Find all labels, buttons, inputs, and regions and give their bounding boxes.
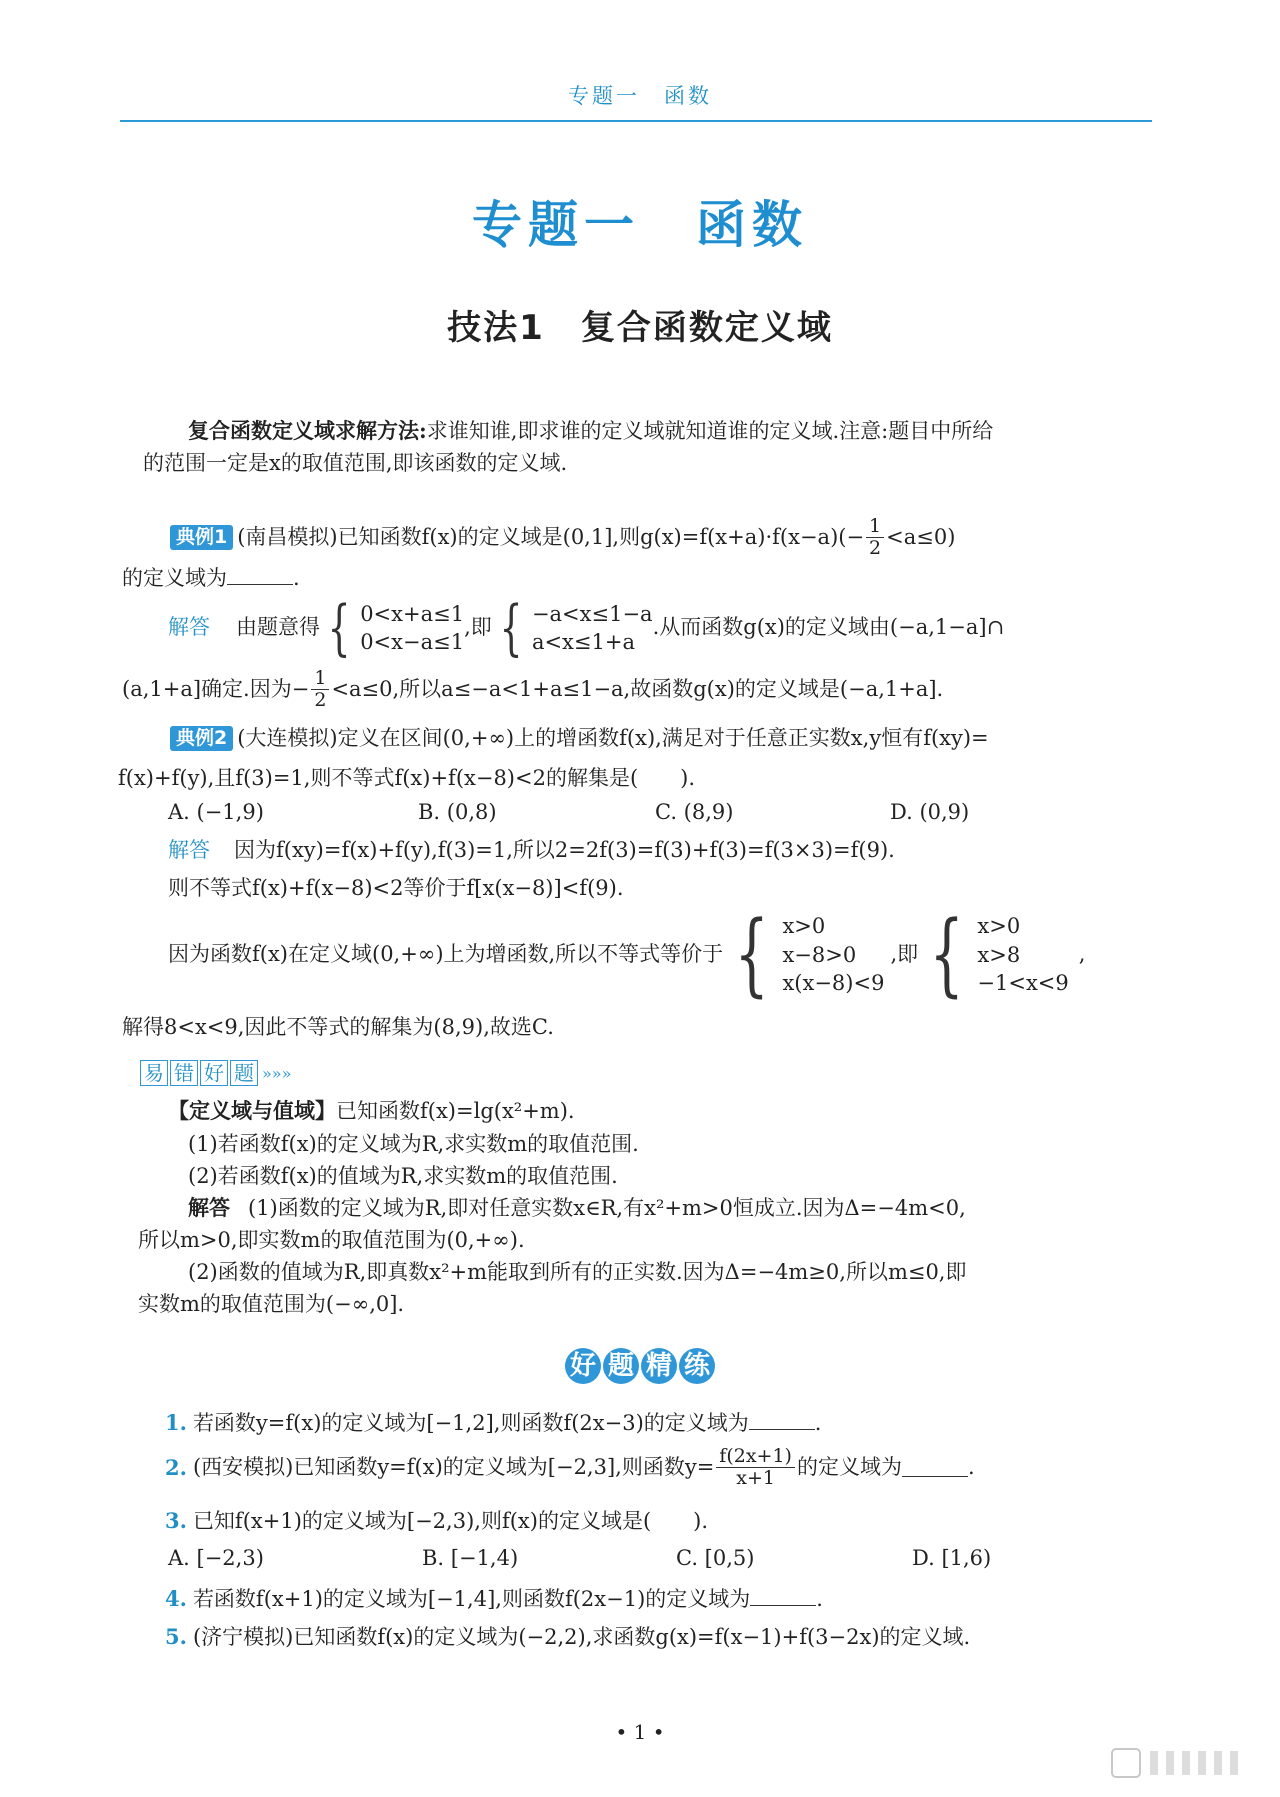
- ex2-system-2: { x>0 x>8 −1<x<9: [929, 902, 1069, 1007]
- mistake-solution-line-2: 所以m>0,即实数m的取值范围为(0,+∞).: [138, 1228, 525, 1252]
- practice-item-3: [165, 1508, 708, 1534]
- ex1-sol-b: ,即: [464, 615, 492, 640]
- practice-text: 的定义域为: [796, 1454, 902, 1479]
- practice-frac-num: f(2x+1): [716, 1446, 795, 1468]
- practice-3-choice-b: B. [−1,4): [422, 1546, 519, 1570]
- practice-item-2: [165, 1446, 975, 1489]
- mistake-label-char: 易: [140, 1060, 168, 1086]
- ex1-solution-line-2: [122, 668, 943, 711]
- mistake-solution-line-4: 实数m的取值范围为(−∞,0].: [138, 1292, 405, 1316]
- ex1-period: .: [293, 566, 300, 590]
- practice-number: 3.: [165, 1508, 187, 1533]
- ex1-text-b: <a≤0): [886, 524, 956, 549]
- ex1-sol2-frac-num: 1: [311, 668, 329, 690]
- ex1-sys1-row: 0<x−a≤1: [360, 630, 465, 654]
- ex2-question-line-2: f(x)+f(y),且f(3)=1,则不等式f(x)+f(x−8)<2的解集是( ).: [118, 766, 696, 790]
- mistake-question-label: 【定义域与值域】: [168, 1098, 336, 1123]
- mistake-solution-label: 解答: [188, 1196, 230, 1220]
- practice-text: (济宁模拟)已知函数f(x)的定义域为(−2,2),求函数g(x)=f(x−1)+f(3−2x)的定义域.: [192, 1625, 971, 1649]
- ex2-sys1-row: x(x−8)<9: [782, 971, 885, 996]
- ex2-tag: 典例2: [170, 726, 233, 751]
- practice-item-5: [165, 1624, 970, 1650]
- ex2-solution-line-3: [168, 902, 1086, 1007]
- ex2-choice-a: A. (−1,9): [168, 800, 264, 824]
- practice-3-choice-a: A. [−2,3): [168, 1546, 264, 1570]
- ex2-system-1: { x>0 x−8>0 x(x−8)<9: [734, 902, 885, 1007]
- practice-item-1: [165, 1410, 821, 1436]
- mistake-subquestion-1: (1)若函数f(x)的定义域为R,求实数m的取值范围.: [188, 1132, 639, 1156]
- mistake-label: [140, 1060, 291, 1086]
- ex1-sol-c: .从而函数g(x)的定义域由(−a,1−a]∩: [652, 615, 1005, 640]
- ex1-sol2-frac-den: 2: [314, 688, 327, 711]
- practice-number: 2.: [165, 1454, 187, 1480]
- ex2-solution-label: 解答: [168, 838, 210, 862]
- ex1-system-1: { 0<x+a≤1 0<x−a≤1: [327, 593, 465, 663]
- section-title: 技法1 复合函数定义域: [447, 308, 833, 348]
- practice-text: (西安模拟)已知函数y=f(x)的定义域为[−2,3],则函数y=: [192, 1454, 715, 1479]
- ex1-sol-a: 由题意得: [236, 615, 320, 640]
- ex1-tag: 典例1: [170, 525, 233, 550]
- practice-answer-blank: [902, 1458, 968, 1477]
- ex1-sol2-fraction: [311, 668, 329, 711]
- ex1-text-a: (南昌模拟)已知函数f(x)的定义域是(0,1],则g(x)=f(x+a)·f(x−a)(−: [237, 524, 865, 549]
- practice-number: 1.: [165, 1410, 187, 1435]
- practice-label-char: 题: [603, 1348, 639, 1384]
- ex2-solution-line-2: 则不等式f(x)+f(x−8)<2等价于f[x(x−8)]<f(9).: [168, 876, 624, 900]
- ex2-choice-d: D. (0,9): [890, 800, 970, 824]
- ex2-sys1-row: x>0: [782, 914, 826, 939]
- ex2-sys1-row: x−8>0: [782, 942, 857, 967]
- practice-frac-den: x+1: [736, 1466, 775, 1489]
- mistake-solution-line-3: (2)函数的值域为R,即真数x²+m能取到所有的正实数.因为Δ=−4m≥0,所以m≤0,即: [188, 1260, 967, 1284]
- practice-label-char: 精: [641, 1348, 677, 1384]
- ex2-choice-c: C. (8,9): [655, 800, 734, 824]
- ex1-sol2-a: (a,1+a]确定.因为−: [122, 676, 310, 701]
- mistake-solution-line-1: [188, 1196, 966, 1221]
- ex2-sol-1: 因为f(xy)=f(x)+f(y),f(3)=1,所以2=2f(3)=f(3)+f(3)=f(3×3)=f(9).: [234, 838, 895, 862]
- practice-text: 已知f(x+1)的定义域为[−2,3),则f(x)的定义域是( ).: [192, 1509, 709, 1533]
- ex1-frac-den: 2: [869, 536, 882, 559]
- ex1-fraction: [866, 516, 884, 559]
- mistake-label-char: 错: [170, 1060, 198, 1086]
- practice-item-4: [165, 1586, 823, 1612]
- ex1-sys2-row: −a<x≤1−a: [531, 601, 653, 626]
- ex2-sol3-a: 因为函数f(x)在定义域(0,+∞)上为增函数,所以不等式等价于: [168, 942, 724, 967]
- mistake-question: [168, 1098, 575, 1124]
- practice-number: 4.: [165, 1586, 187, 1611]
- ex1-frac-num: 1: [866, 516, 884, 538]
- practice-3-choice-d: D. [1,6): [912, 1546, 992, 1570]
- practice-answer-blank: [749, 1411, 815, 1430]
- ex1-sys1-row: 0<x+a≤1: [360, 601, 465, 626]
- practice-period: .: [816, 1587, 823, 1611]
- chapter-title: 专题一 函数: [472, 196, 808, 254]
- ex1-system-2: { −a<x≤1−a a<x≤1+a: [499, 593, 653, 663]
- ex2-solution-line-1: [168, 838, 895, 863]
- page-number: • 1 •: [615, 1720, 665, 1744]
- practice-label-char: 好: [565, 1348, 601, 1384]
- practice-text: 若函数f(x+1)的定义域为[−1,4],则函数f(2x−1)的定义域为: [192, 1587, 751, 1611]
- intro-label: 复合函数定义域求解方法:: [188, 418, 427, 443]
- ex2-choice-b: B. (0,8): [418, 800, 497, 824]
- mistake-label-char: 好: [200, 1060, 228, 1086]
- ex1-answer-blank: [227, 566, 293, 585]
- ex1-solution-label: 解答: [168, 615, 210, 640]
- practice-number: 5.: [165, 1624, 187, 1649]
- ex1-text-c: 的定义域为: [122, 566, 227, 590]
- practice-label: [0, 1348, 1280, 1384]
- mistake-subquestion-2: (2)若函数f(x)的值域为R,求实数m的取值范围.: [188, 1164, 618, 1188]
- intro-line-2: 的范围一定是x的取值范围,即该函数的定义域.: [143, 451, 568, 475]
- practice-period: .: [814, 1411, 822, 1435]
- ex1-sys2-row: a<x≤1+a: [531, 630, 635, 654]
- ex2-sys2-row: x>0: [977, 914, 1021, 939]
- header-rule: [120, 120, 1152, 122]
- practice-text: 若函数y=f(x)的定义域为[−1,2],则函数f(2x−3)的定义域为: [192, 1411, 749, 1435]
- ex1-solution-line-1: [168, 593, 1005, 663]
- practice-3-choice-c: C. [0,5): [676, 1546, 755, 1570]
- ex1-question-line-1: [170, 516, 955, 559]
- mistake-label-char: 题: [230, 1060, 258, 1086]
- chevrons-icon: »»»: [262, 1063, 292, 1083]
- corner-bars-icon: [1110, 1745, 1250, 1781]
- ex2-sol3-c: ,: [1078, 942, 1086, 967]
- ex2-sys2-row: x>8: [977, 942, 1021, 967]
- ex2-solution-line-4: 解得8<x<9,因此不等式的解集为(8,9),故选C.: [122, 1015, 554, 1039]
- practice-label-char: 练: [679, 1348, 715, 1384]
- intro-text-1: 求谁知谁,即求谁的定义域就知道谁的定义域.注意:题目中所给: [426, 419, 994, 443]
- mistake-sol-1: (1)函数的定义域为R,即对任意实数x∈R,有x²+m>0恒成立.因为Δ=−4m<0,: [248, 1196, 966, 1220]
- mistake-question-text: 已知函数f(x)=lg(x²+m).: [336, 1099, 575, 1123]
- ex1-question-line-2: [122, 566, 300, 591]
- ex2-question-line-1: [170, 726, 989, 751]
- ex2-text-1: (大连模拟)定义在区间(0,+∞)上的增函数f(x),满足对于任意正实数x,y恒有f(xy)=: [237, 726, 989, 750]
- practice-period: .: [967, 1454, 975, 1479]
- running-header: 专题一 函数: [568, 84, 712, 108]
- ex1-sol2-b: <a≤0,所以a≤−a<1+a≤1−a,故函数g(x)的定义域是(−a,1+a].: [331, 676, 944, 701]
- practice-fraction: [716, 1446, 795, 1489]
- ex2-sol3-b: ,即: [890, 942, 919, 967]
- intro-line-1: [188, 418, 993, 444]
- ex2-sys2-row: −1<x<9: [977, 971, 1069, 996]
- practice-answer-blank: [750, 1587, 816, 1606]
